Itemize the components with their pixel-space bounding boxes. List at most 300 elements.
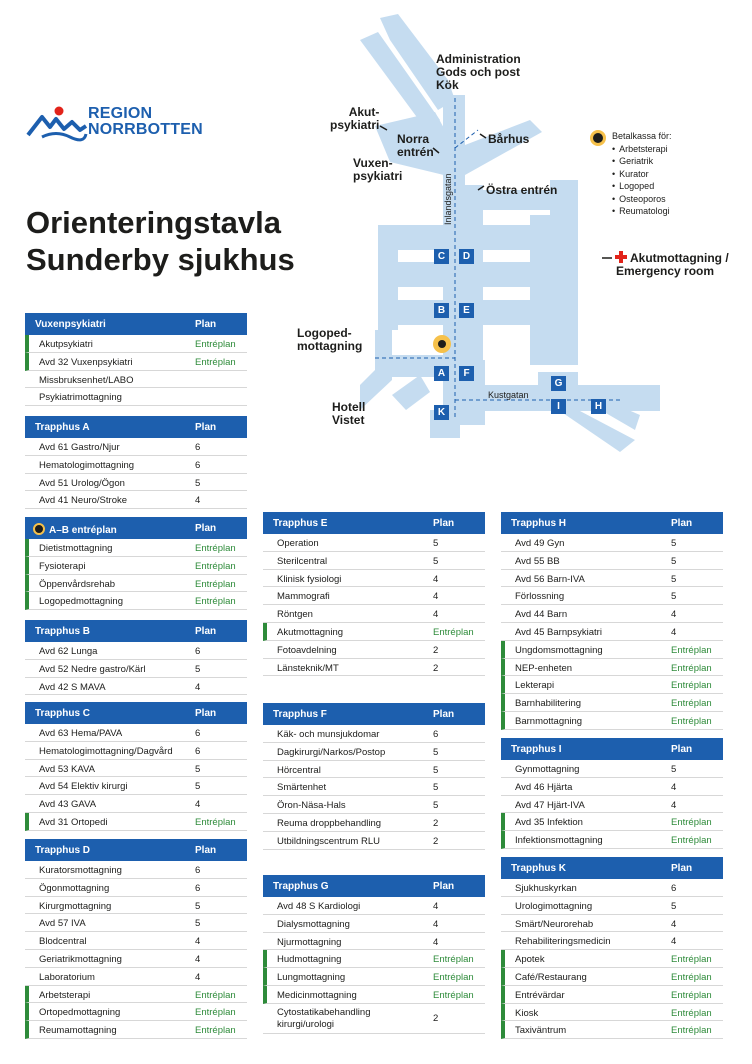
department-name: Öppenvårdsrehab — [39, 578, 116, 590]
department-name: Rehabiliteringsmedicin — [515, 936, 611, 948]
section-header — [25, 620, 247, 642]
department-name: Fotoavdelning — [277, 644, 337, 656]
department-name: Avd 42 S MAVA — [39, 681, 106, 693]
floor-plan: 4 — [195, 681, 201, 693]
department-name: Avd 47 Hjärt-IVA — [515, 799, 585, 811]
floor-plan: Entréplan — [195, 578, 236, 590]
section-title: Trapphus G — [273, 881, 329, 892]
floor-plan: 5 — [195, 763, 201, 775]
table-row — [501, 587, 723, 605]
plan-column-header: Plan — [195, 708, 217, 719]
table-row — [263, 659, 485, 677]
table-row — [25, 575, 247, 593]
department-name: Avd 55 BB — [515, 555, 560, 567]
department-name: Avd 52 Nedre gastro/Kärl — [39, 663, 146, 675]
section-header — [501, 738, 723, 760]
map-label-hotell-vistet: Hotell Vistet — [332, 400, 366, 427]
table-row — [501, 676, 723, 694]
floor-plan: Entréplan — [433, 972, 474, 984]
floor-plan: Entréplan — [195, 356, 236, 368]
map-label-akutpsykiatri: Akut- psykiatri — [330, 105, 380, 132]
floor-plan: 5 — [671, 591, 677, 603]
department-name: Avd 43 GAVA — [39, 799, 97, 811]
department-name: Laboratorium — [39, 971, 95, 983]
department-name: Kirurgmottagning — [39, 900, 112, 912]
floor-plan: 4 — [671, 936, 677, 948]
section-table — [25, 839, 247, 1039]
table-row — [25, 557, 247, 575]
floor-plan: Entréplan — [195, 1025, 236, 1037]
plan-column-header: Plan — [195, 523, 217, 534]
table-row — [25, 760, 247, 778]
department-name: Smärtenhet — [277, 782, 327, 794]
table-row — [25, 388, 247, 406]
department-name: Akutpsykiatri — [39, 339, 93, 350]
table-row — [25, 742, 247, 760]
floor-plan: Entréplan — [671, 1007, 712, 1019]
table-row — [25, 897, 247, 915]
floor-plan: Entréplan — [195, 339, 236, 350]
payment-legend-item: • Reumatologi — [612, 205, 672, 218]
table-row — [25, 592, 247, 610]
table-row — [263, 605, 485, 623]
floor-plan: 5 — [195, 663, 201, 675]
payment-legend-item: • Geriatrik — [612, 155, 672, 168]
floor-plan: 6 — [195, 459, 201, 471]
table-row — [263, 570, 485, 588]
section-header — [263, 703, 485, 725]
floor-plan: Entréplan — [671, 680, 712, 692]
section-title: Trapphus H — [511, 518, 567, 529]
department-name: Avd 54 Elektiv kirurgi — [39, 781, 128, 793]
department-name: Infektionsmottagning — [515, 835, 603, 847]
stair-marker-i: I — [551, 399, 566, 414]
department-name: Hudmottagning — [277, 954, 342, 966]
map-street-inlandsgatan: Inlandsgatan — [443, 173, 453, 225]
department-name: Avd 32 Vuxenpsykiatri — [39, 356, 133, 368]
plan-column-header: Plan — [671, 518, 693, 529]
table-row — [263, 968, 485, 986]
table-row — [501, 950, 723, 968]
department-name: Reumamottagning — [39, 1025, 117, 1037]
table-row — [263, 641, 485, 659]
table-row — [263, 950, 485, 968]
table-row — [25, 777, 247, 795]
department-name: Barnhabilitering — [515, 698, 582, 710]
table-row — [25, 642, 247, 660]
plan-column-header: Plan — [195, 845, 217, 856]
floor-plan: Entréplan — [433, 954, 474, 966]
department-name: Hematologimottagning/Dagvård — [39, 745, 173, 757]
floor-plan: 5 — [671, 900, 677, 912]
department-name: Ungdomsmottagning — [515, 644, 603, 656]
department-name: Sterilcentral — [277, 555, 328, 567]
table-row — [25, 678, 247, 696]
table-row — [501, 968, 723, 986]
floor-plan: 2 — [433, 662, 439, 674]
floor-plan: 4 — [195, 799, 201, 811]
floor-plan: 4 — [195, 936, 201, 948]
payment-legend — [612, 130, 672, 218]
table-row — [501, 760, 723, 778]
table-row — [25, 353, 247, 371]
section-table — [501, 738, 723, 849]
department-name: Hörcentral — [277, 764, 321, 776]
table-row — [501, 712, 723, 730]
department-name: Kiosk — [515, 1007, 539, 1019]
section-table — [25, 620, 247, 695]
section-table — [25, 702, 247, 831]
floor-plan: 4 — [671, 626, 677, 638]
payment-legend-item: • Osteoporos — [612, 193, 672, 206]
department-name: Klinisk fysiologi — [277, 573, 342, 585]
table-row — [25, 914, 247, 932]
table-row — [501, 879, 723, 897]
stair-marker-c: C — [434, 249, 449, 264]
floor-plan: 5 — [195, 918, 201, 930]
floor-plan: Entréplan — [195, 596, 236, 608]
floor-plan: 6 — [195, 442, 201, 453]
table-row — [263, 814, 485, 832]
department-name: Blodcentral — [39, 936, 87, 948]
table-row — [501, 570, 723, 588]
table-row — [263, 778, 485, 796]
department-name: Geriatrikmottagning — [39, 953, 122, 965]
table-row — [501, 831, 723, 849]
section-title: Trapphus F — [273, 709, 327, 720]
department-name: Dietistmottagning — [39, 543, 113, 554]
plan-column-header: Plan — [195, 626, 217, 637]
department-name: Avd 35 Infektion — [515, 817, 583, 829]
department-name: Reuma droppbehandling — [277, 817, 382, 829]
table-row — [25, 861, 247, 879]
map-label-akutmottagning: Akutmottagning / Emergency room — [616, 251, 729, 278]
payment-dot-icon — [33, 523, 45, 535]
section-header — [501, 857, 723, 879]
department-name: Avd 51 Urolog/Ögon — [39, 477, 125, 489]
floor-plan: Entréplan — [671, 1025, 712, 1037]
section-title: Trapphus D — [35, 845, 91, 856]
table-row — [25, 724, 247, 742]
title-line-2: Sunderby sjukhus — [26, 242, 295, 277]
department-name: Avd 61 Gastro/Njur — [39, 442, 120, 453]
section-header — [501, 512, 723, 534]
floor-plan: 2 — [433, 817, 439, 829]
section-header — [25, 517, 247, 539]
floor-plan: Entréplan — [671, 817, 712, 829]
department-name: Taxiväntrum — [515, 1025, 567, 1037]
table-row — [501, 641, 723, 659]
department-name: Avd 41 Neuro/Stroke — [39, 495, 128, 507]
stair-marker-b: B — [434, 303, 449, 318]
payment-legend-item: • Arbetsterapi — [612, 143, 672, 156]
department-name: Avd 31 Ortopedi — [39, 816, 108, 828]
department-name: Medicinmottagning — [277, 989, 357, 1001]
department-name: Mammografi — [277, 591, 330, 603]
stair-marker-f: F — [459, 366, 474, 381]
table-row — [25, 813, 247, 831]
table-row — [501, 986, 723, 1004]
table-row — [501, 659, 723, 677]
floor-plan: 4 — [671, 609, 677, 621]
department-name: Avd 48 S Kardiologi — [277, 901, 361, 912]
section-header — [25, 313, 247, 335]
floor-plan: 4 — [671, 799, 677, 811]
table-row — [25, 795, 247, 813]
floor-plan: Entréplan — [671, 662, 712, 674]
table-row — [25, 491, 247, 509]
section-table — [501, 512, 723, 730]
table-row — [25, 1021, 247, 1039]
hospital-map — [280, 0, 752, 470]
department-name: Operation — [277, 538, 319, 549]
floor-plan: Entréplan — [433, 626, 474, 638]
table-row — [25, 968, 247, 986]
department-name: Psykiatrimottagning — [39, 392, 122, 404]
floor-plan: Entréplan — [433, 989, 474, 1001]
plan-column-header: Plan — [433, 881, 455, 892]
floor-plan: Entréplan — [671, 715, 712, 727]
plan-column-header: Plan — [671, 744, 693, 755]
department-name: Entrévärdar — [515, 989, 565, 1001]
department-name: Missbruksenhet/LABO — [39, 374, 134, 386]
floor-plan: Entréplan — [671, 644, 712, 656]
table-row — [501, 694, 723, 712]
section-table — [263, 875, 485, 1034]
floor-plan: Entréplan — [195, 543, 236, 554]
department-name: Hematologimottagning — [39, 459, 135, 471]
section-table — [263, 512, 485, 676]
table-row — [263, 915, 485, 933]
table-row — [263, 534, 485, 552]
floor-plan: 6 — [433, 729, 439, 740]
floor-plan: 2 — [433, 835, 439, 847]
table-row — [501, 552, 723, 570]
floor-plan: 6 — [195, 865, 201, 876]
floor-plan: 5 — [433, 800, 439, 812]
table-row — [263, 933, 485, 951]
section-title: Trapphus I — [511, 744, 562, 755]
department-name: Käk- och munsjukdomar — [277, 729, 380, 740]
floor-plan: 4 — [433, 901, 439, 912]
department-name: Njurmottagning — [277, 936, 342, 948]
floor-plan: Entréplan — [195, 560, 236, 572]
table-row — [263, 1004, 485, 1034]
table-row — [263, 832, 485, 850]
department-name: Smärt/Neurorehab — [515, 918, 594, 930]
table-row — [501, 1021, 723, 1039]
table-row — [25, 879, 247, 897]
section-header — [25, 839, 247, 861]
table-row — [501, 897, 723, 915]
department-name: Dagkirurgi/Narkos/Postop — [277, 746, 386, 758]
department-name: Gynmottagning — [515, 764, 580, 775]
floor-plan: 5 — [671, 555, 677, 567]
floor-plan: 6 — [195, 728, 201, 739]
floor-plan: Entréplan — [671, 971, 712, 983]
floor-plan: 2 — [433, 644, 439, 656]
table-row — [25, 474, 247, 492]
department-name: Avd 45 Barnpsykiatri — [515, 626, 602, 638]
department-name: Avd 62 Lunga — [39, 646, 98, 657]
stair-marker-g: G — [551, 376, 566, 391]
department-name: Sjukhuskyrkan — [515, 883, 577, 894]
table-row — [25, 371, 247, 389]
payment-legend-item: • Kurator — [612, 168, 672, 181]
map-label-norra-entren: Norra entrén — [397, 132, 434, 159]
floor-plan: 5 — [195, 781, 201, 793]
table-row — [501, 796, 723, 814]
stair-marker-h: H — [591, 399, 606, 414]
plan-column-header: Plan — [195, 319, 217, 330]
section-table — [263, 703, 485, 850]
table-row — [263, 796, 485, 814]
section-header — [263, 875, 485, 897]
map-label-logopedmottagning: Logoped- mottagning — [297, 326, 363, 353]
department-name: Ögonmottagning — [39, 882, 110, 894]
department-name: Avd 49 Gyn — [515, 538, 565, 549]
table-row — [501, 813, 723, 831]
department-name: Avd 44 Barn — [515, 609, 568, 621]
floor-plan: 5 — [671, 538, 677, 549]
floor-plan: 4 — [433, 573, 439, 585]
section-title: Trapphus C — [35, 708, 91, 719]
section-table — [25, 517, 247, 610]
department-name: NEP-enheten — [515, 662, 573, 674]
payment-legend-item: • Logoped — [612, 180, 672, 193]
floor-plan: 4 — [671, 918, 677, 930]
table-row — [263, 761, 485, 779]
floor-plan: 2 — [433, 1012, 439, 1024]
department-name: Kuratorsmottagning — [39, 865, 122, 876]
stair-marker-k: K — [434, 405, 449, 420]
map-label-vuxenpsykiatri: Vuxen- psykiatri — [353, 156, 403, 183]
page-title — [26, 204, 295, 278]
table-row — [263, 725, 485, 743]
department-name: Fysioterapi — [39, 560, 86, 572]
section-table — [25, 416, 247, 509]
department-name: Länsteknik/MT — [277, 662, 339, 674]
map-label-administration: Administration Gods och post Kök — [436, 52, 521, 92]
department-name: Förlossning — [515, 591, 565, 603]
floor-plan: 4 — [671, 781, 677, 793]
floor-plan: 5 — [671, 764, 677, 775]
floor-plan: 6 — [671, 883, 677, 894]
table-row — [501, 915, 723, 933]
section-title: Trapphus B — [35, 626, 91, 637]
table-row — [263, 986, 485, 1004]
payment-dot-icon — [590, 130, 606, 146]
department-name: Logopedmottagning — [39, 596, 123, 608]
table-row — [25, 1003, 247, 1021]
department-name: Apotek — [515, 954, 545, 966]
floor-plan: 5 — [433, 555, 439, 567]
department-name: Avd 56 Barn-IVA — [515, 573, 585, 585]
payment-legend-heading: Betalkassa för: — [612, 131, 672, 141]
department-name: Barnmottagning — [515, 715, 583, 727]
floor-plan: Entréplan — [671, 698, 712, 710]
map-label-barhus: Bårhus — [488, 132, 530, 146]
department-name: Utbildningscentrum RLU — [277, 835, 380, 847]
floor-plan: Entréplan — [671, 989, 712, 1001]
section-table — [501, 857, 723, 1039]
floor-plan: 5 — [671, 573, 677, 585]
stair-marker-a: A — [434, 366, 449, 381]
map-label-ostra-entren: Östra entrén — [486, 183, 558, 197]
section-title: Vuxenpsykiatri — [35, 319, 106, 330]
department-name: Ortopedmottagning — [39, 1007, 121, 1019]
section-table — [25, 313, 247, 406]
department-name: Lekterapi — [515, 680, 555, 692]
department-name: Avd 46 Hjärta — [515, 781, 573, 793]
plan-column-header: Plan — [195, 422, 217, 433]
department-name: Cytostatikabehandling kirurgi/urologi — [277, 1006, 371, 1030]
department-name: Dialysmottagning — [277, 918, 350, 930]
floor-plan: 5 — [433, 538, 439, 549]
department-name: Café/Restaurang — [515, 971, 587, 983]
department-name: Urologimottagning — [515, 900, 593, 912]
title-line-1: Orienteringstavla — [26, 205, 281, 240]
table-row — [263, 743, 485, 761]
department-name: Lungmottagning — [277, 972, 346, 984]
section-header — [25, 702, 247, 724]
department-name: Avd 53 KAVA — [39, 763, 95, 775]
floor-plan: 4 — [433, 936, 439, 948]
table-row — [25, 986, 247, 1004]
plan-column-header: Plan — [671, 863, 693, 874]
floor-plan: 6 — [195, 745, 201, 757]
table-row — [501, 1004, 723, 1022]
department-name: Röntgen — [277, 609, 313, 621]
floor-plan: 4 — [195, 971, 201, 983]
floor-plan: 4 — [433, 591, 439, 603]
section-title: Trapphus K — [511, 863, 567, 874]
floor-plan: Entréplan — [671, 954, 712, 966]
table-row — [263, 552, 485, 570]
floor-plan: 4 — [195, 953, 201, 965]
floor-plan: 4 — [433, 609, 439, 621]
floor-plan: Entréplan — [671, 835, 712, 847]
plan-column-header: Plan — [433, 518, 455, 529]
table-row — [25, 660, 247, 678]
table-row — [25, 932, 247, 950]
table-row — [25, 438, 247, 456]
floor-plan: 4 — [433, 918, 439, 930]
table-row — [501, 605, 723, 623]
table-row — [263, 587, 485, 605]
floor-plan: 5 — [433, 764, 439, 776]
logo-wordmark: REGION NORRBOTTEN — [88, 105, 203, 138]
table-row — [501, 534, 723, 552]
floor-plan: 4 — [195, 495, 201, 507]
table-row — [25, 456, 247, 474]
section-header — [25, 416, 247, 438]
section-title: A–B entréplan — [49, 525, 117, 536]
plan-column-header: Plan — [433, 709, 455, 720]
table-row — [263, 623, 485, 641]
table-row — [25, 539, 247, 557]
floor-plan: 5 — [433, 782, 439, 794]
table-row — [25, 950, 247, 968]
floor-plan: 5 — [433, 746, 439, 758]
department-name: Avd 57 IVA — [39, 918, 86, 930]
table-row — [501, 778, 723, 796]
stair-marker-d: D — [459, 249, 474, 264]
table-row — [501, 623, 723, 641]
floor-plan: Entréplan — [195, 816, 236, 828]
department-name: Arbetsterapi — [39, 989, 91, 1001]
department-name: Avd 63 Hema/PAVA — [39, 728, 123, 739]
